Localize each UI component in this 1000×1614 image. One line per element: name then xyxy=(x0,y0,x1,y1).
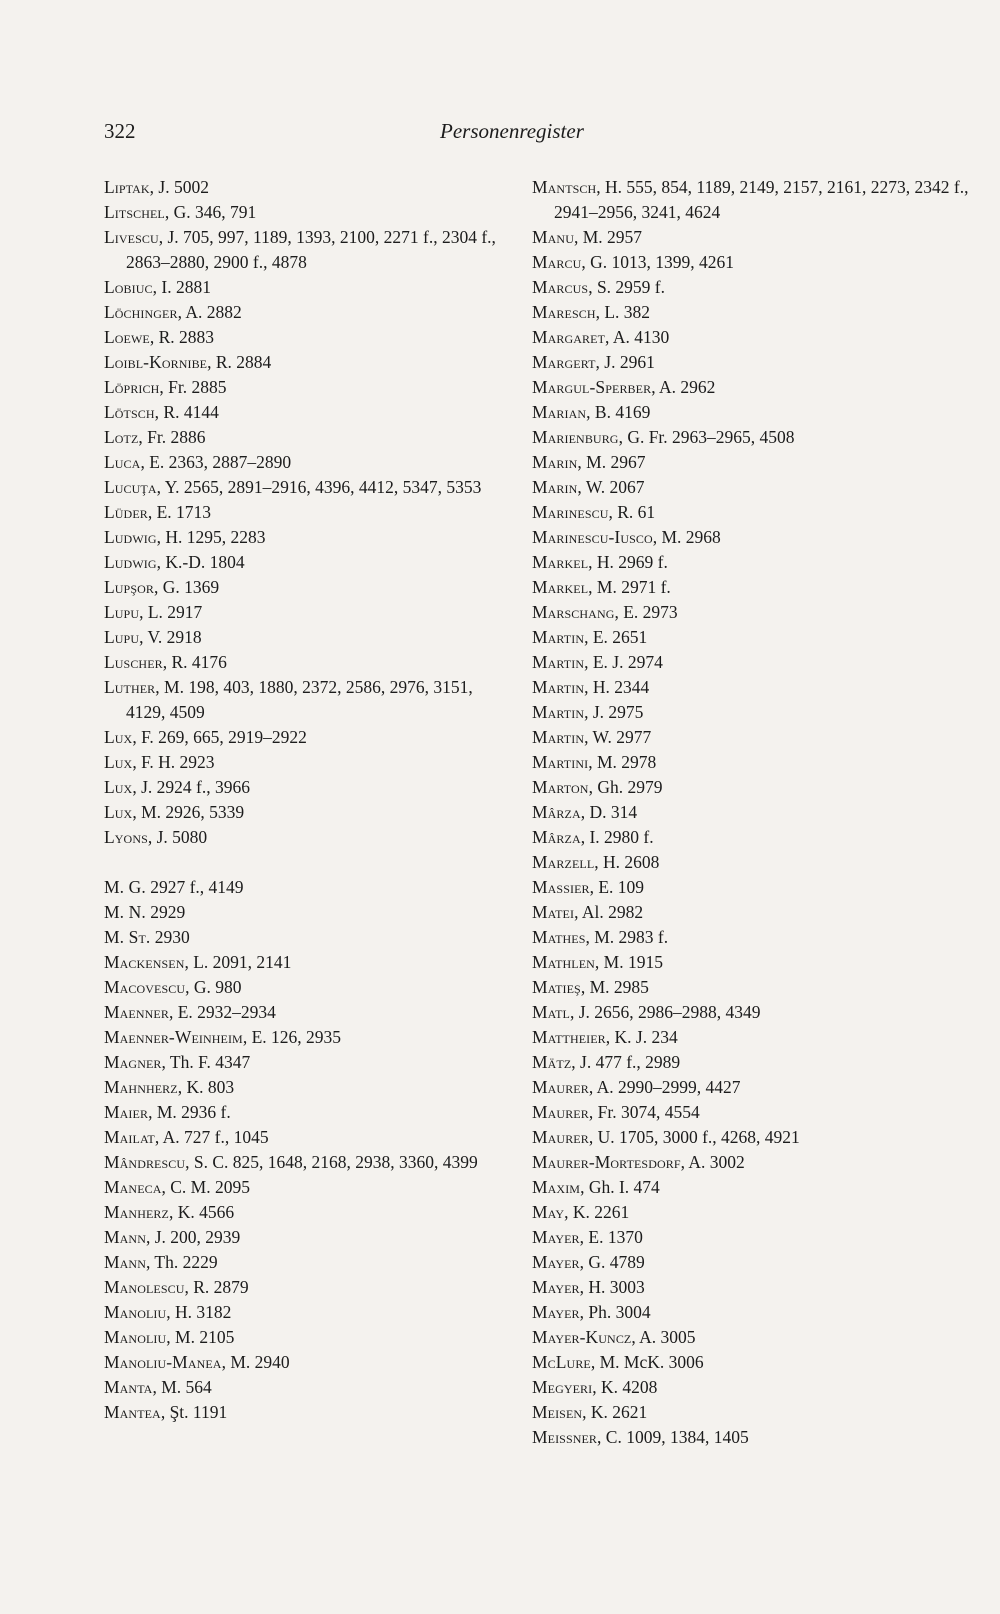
entry-name: Martin xyxy=(532,677,585,697)
entry-name: Maurer xyxy=(532,1102,589,1122)
entry-references: , R. 4144 xyxy=(154,402,219,422)
index-entry xyxy=(104,575,504,600)
entry-name: Manoliu xyxy=(104,1302,167,1322)
index-entry xyxy=(104,375,504,400)
entry-name: Meissner xyxy=(532,1427,598,1447)
entry-name: Martini xyxy=(532,752,589,772)
entry-name: Manta xyxy=(104,1377,153,1397)
entry-name: May xyxy=(532,1202,565,1222)
entry-name: Megyeri xyxy=(532,1377,593,1397)
entry-name: Marin xyxy=(532,452,578,472)
entry-name: Löprich xyxy=(104,377,160,397)
entry-references: , H. 3182 xyxy=(166,1302,232,1322)
index-entry xyxy=(532,1125,972,1150)
entry-references: , H. 555, 854, 1189, 2149, 2157, 2161, 2273, 2342 f., 2941–2956, 3241, 4624 xyxy=(554,177,969,222)
entry-references: 2929 xyxy=(145,902,186,922)
entry-references: , M. 2105 xyxy=(166,1327,235,1347)
index-entry xyxy=(532,275,972,300)
index-entry xyxy=(532,450,972,475)
entry-references: , E. J. 2974 xyxy=(584,652,663,672)
entry-name: Lotz xyxy=(104,427,139,447)
index-entry xyxy=(104,1375,504,1400)
index-entry xyxy=(104,900,504,925)
index-entry xyxy=(532,900,972,925)
entry-references: , J. 2975 xyxy=(584,702,644,722)
index-entry xyxy=(532,475,972,500)
index-entry xyxy=(104,300,504,325)
entry-references: , V. 2918 xyxy=(139,627,202,647)
entry-references: , L. 382 xyxy=(595,302,651,322)
entry-references: , Fr. 3074, 4554 xyxy=(588,1102,700,1122)
index-entry xyxy=(532,500,972,525)
entry-name: Mackensen xyxy=(104,952,185,972)
index-entry xyxy=(532,650,972,675)
entry-name: Matei xyxy=(532,902,575,922)
entry-name: Lupu xyxy=(104,602,140,622)
index-entry xyxy=(104,275,504,300)
index-entry xyxy=(104,550,504,575)
index-entry xyxy=(532,1075,972,1100)
index-entry xyxy=(532,1275,972,1300)
index-entry xyxy=(532,225,972,250)
index-entry xyxy=(104,875,504,900)
entry-name: Marzell xyxy=(532,852,595,872)
entry-name: Loewe xyxy=(104,327,150,347)
entry-references: , M. 2926, 5339 xyxy=(132,802,245,822)
index-entry xyxy=(532,1400,972,1425)
index-entry xyxy=(532,725,972,750)
entry-name: M. G. xyxy=(104,877,146,897)
entry-references: , K.-D. 1804 xyxy=(156,552,245,572)
entry-references: , E. 2973 xyxy=(614,602,678,622)
index-entry xyxy=(104,1400,504,1425)
entry-name: Margaret xyxy=(532,327,606,347)
index-entry xyxy=(532,950,972,975)
entry-references: , Y. 2565, 2891–2916, 4396, 4412, 5347, 5353 xyxy=(156,477,482,497)
entry-name: Mârza xyxy=(532,802,581,822)
entry-references: , R. 61 xyxy=(608,502,656,522)
index-entry xyxy=(104,1125,504,1150)
index-entry xyxy=(104,1200,504,1225)
entry-references: , F. H. 2923 xyxy=(132,752,215,772)
entry-references: , K. J. 234 xyxy=(605,1027,678,1047)
entry-references: 2930 xyxy=(150,927,190,947)
index-entry xyxy=(104,925,504,950)
index-entry xyxy=(104,200,504,225)
entry-name: Liptak xyxy=(104,177,150,197)
entry-references: , L. 2917 xyxy=(139,602,203,622)
entry-references: , J. 2924 f., 3966 xyxy=(132,777,250,797)
entry-references: , F. 269, 665, 2919–2922 xyxy=(132,727,307,747)
entry-name: Marienburg xyxy=(532,427,619,447)
entry-references: , J. 2961 xyxy=(595,352,655,372)
index-entry xyxy=(104,1175,504,1200)
entry-name: Markel xyxy=(532,577,589,597)
index-entry xyxy=(104,325,504,350)
index-entry xyxy=(532,750,972,775)
index-entry xyxy=(104,1100,504,1125)
entry-references: , M. 2957 xyxy=(573,227,643,247)
entry-references: , M. McK. 3006 xyxy=(590,1352,704,1372)
index-entry xyxy=(104,800,504,825)
entry-name: Lüder xyxy=(104,502,148,522)
index-entry xyxy=(104,1325,504,1350)
entry-name: Manolescu xyxy=(104,1277,185,1297)
index-entry xyxy=(104,750,504,775)
entry-name: Maenner xyxy=(104,1002,169,1022)
entry-references: , C. M. 2095 xyxy=(161,1177,250,1197)
index-entry xyxy=(532,925,972,950)
index-entry xyxy=(104,1150,504,1175)
entry-references: , J. 2656, 2986–2988, 4349 xyxy=(569,1002,761,1022)
entry-name: Martin xyxy=(532,727,585,747)
entry-references: , A. 2962 xyxy=(651,377,716,397)
entry-references: , Fr. 2886 xyxy=(138,427,206,447)
entry-name: Mahnherz xyxy=(104,1077,178,1097)
index-entry xyxy=(104,525,504,550)
index-entry xyxy=(104,725,504,750)
entry-name: Marcus xyxy=(532,277,589,297)
entry-references: , D. 314 xyxy=(580,802,638,822)
entry-references: , K. 4208 xyxy=(592,1377,658,1397)
entry-name: Manu xyxy=(532,227,574,247)
entry-name: McLure xyxy=(532,1352,591,1372)
entry-references: , G. 980 xyxy=(185,977,242,997)
index-entry xyxy=(104,600,504,625)
index-entry xyxy=(104,675,504,725)
entry-name: Manherz xyxy=(104,1202,169,1222)
index-entry xyxy=(532,975,972,1000)
entry-name: Maurer xyxy=(532,1127,589,1147)
index-entry xyxy=(532,800,972,825)
entry-name: Marton xyxy=(532,777,589,797)
index-entry xyxy=(532,1050,972,1075)
index-entry xyxy=(532,1325,972,1350)
entry-references: , E. 2651 xyxy=(584,627,648,647)
entry-references: , K. 2621 xyxy=(582,1402,648,1422)
index-entry xyxy=(104,475,504,500)
entry-references: , M. 2936 f. xyxy=(148,1102,231,1122)
index-entry xyxy=(104,775,504,800)
index-entry xyxy=(532,400,972,425)
entry-references: , G. 1013, 1399, 4261 xyxy=(581,252,735,272)
entry-name: Lux xyxy=(104,752,133,772)
index-entry xyxy=(532,1250,972,1275)
entry-references: , M. 2967 xyxy=(577,452,646,472)
entry-name: Livescu xyxy=(104,227,159,247)
index-entry xyxy=(532,1100,972,1125)
entry-name: Lötsch xyxy=(104,402,155,422)
index-entry xyxy=(104,1225,504,1250)
index-entry xyxy=(532,825,972,850)
entry-name: Marian xyxy=(532,402,587,422)
entry-name: Mann xyxy=(104,1252,146,1272)
index-entry xyxy=(104,950,504,975)
entry-references: , C. 1009, 1384, 1405 xyxy=(597,1427,749,1447)
index-entry xyxy=(532,575,972,600)
entry-name: Manoliu xyxy=(104,1327,167,1347)
index-entry xyxy=(104,350,504,375)
entry-name: Lux xyxy=(104,777,133,797)
entry-name: Lupu xyxy=(104,627,140,647)
entry-name: Marcu xyxy=(532,252,582,272)
entry-name: Martin xyxy=(532,702,585,722)
index-entry xyxy=(104,450,504,475)
entry-name: Marinescu xyxy=(532,502,609,522)
index-entry xyxy=(532,525,972,550)
index-entry xyxy=(532,300,972,325)
entry-references: , Gh. I. 474 xyxy=(580,1177,660,1197)
entry-references: 2927 f., 4149 xyxy=(145,877,244,897)
index-entry xyxy=(532,325,972,350)
entry-references: , E. 126, 2935 xyxy=(242,1027,342,1047)
entry-references: , M. 2983 f. xyxy=(585,927,669,947)
entry-references: , H. 2969 f. xyxy=(588,552,668,572)
index-entry xyxy=(532,1175,972,1200)
entry-name: Maurer-Mortesdorf xyxy=(532,1152,681,1172)
entry-references: , M. 198, 403, 1880, 2372, 2586, 2976, 3151, 4129, 4509 xyxy=(126,677,473,722)
entry-name: Magner xyxy=(104,1052,162,1072)
entry-references: , M. 2968 xyxy=(652,527,721,547)
entry-references: , J. 705, 997, 1189, 1393, 2100, 2271 f., 2304 f., 2863–2880, 2900 f., 4878 xyxy=(126,227,496,272)
entry-references: , Fr. 2885 xyxy=(159,377,227,397)
entry-references: , Th. F. 4347 xyxy=(161,1052,251,1072)
index-entry xyxy=(104,1000,504,1025)
index-entry xyxy=(532,1225,972,1250)
entry-references: , A. 3005 xyxy=(631,1327,696,1347)
entry-references: , M. 564 xyxy=(152,1377,212,1397)
entry-name: Litschel xyxy=(104,202,165,222)
index-column-left xyxy=(104,175,504,1425)
entry-name: Lucuţa xyxy=(104,477,157,497)
index-entry xyxy=(104,650,504,675)
entry-name: Mantea xyxy=(104,1402,161,1422)
entry-name: Maxim xyxy=(532,1177,581,1197)
entry-references: , E. 2363, 2887–2890 xyxy=(140,452,292,472)
entry-references: , M. 1915 xyxy=(594,952,663,972)
index-entry xyxy=(532,175,972,225)
index-entry xyxy=(532,775,972,800)
entry-name: Luscher xyxy=(104,652,163,672)
entry-name: Luca xyxy=(104,452,141,472)
entry-references: , E. 1713 xyxy=(147,502,212,522)
entry-references: , S. 2959 f. xyxy=(588,277,665,297)
entry-name: Maier xyxy=(104,1102,149,1122)
index-entry xyxy=(104,225,504,275)
entry-name: Manoliu-Manea xyxy=(104,1352,222,1372)
entry-name: Mândrescu xyxy=(104,1152,186,1172)
entry-name: Mayer-Kuncz xyxy=(532,1327,632,1347)
index-entry xyxy=(104,1025,504,1050)
entry-name: Mathes xyxy=(532,927,586,947)
index-entry xyxy=(532,1025,972,1050)
entry-name: Margert xyxy=(532,352,596,372)
entry-references: , Gh. 2979 xyxy=(588,777,663,797)
index-entry xyxy=(104,1350,504,1375)
entry-name: Löchinger xyxy=(104,302,178,322)
entry-name: Lupşor xyxy=(104,577,154,597)
index-entry xyxy=(104,1075,504,1100)
entry-references: , A. 3002 xyxy=(680,1152,745,1172)
entry-references: , J. 477 f., 2989 xyxy=(571,1052,681,1072)
index-entry xyxy=(104,1250,504,1275)
entry-references: , I. 2980 f. xyxy=(580,827,654,847)
page-number: 322 xyxy=(104,119,136,143)
entry-name: Loibl-Kornibe xyxy=(104,352,208,372)
entry-name: Mailat xyxy=(104,1127,155,1147)
entry-name: Macovescu xyxy=(104,977,186,997)
entry-name: Mayer xyxy=(532,1302,580,1322)
entry-references: , A. 4130 xyxy=(605,327,670,347)
entry-references: , W. 2977 xyxy=(584,727,652,747)
index-entry xyxy=(532,1200,972,1225)
entry-name: Ludwig xyxy=(104,527,157,547)
entry-name: M. St. xyxy=(104,927,151,947)
index-entry xyxy=(532,1350,972,1375)
index-entry xyxy=(104,400,504,425)
entry-name: Mätz xyxy=(532,1052,572,1072)
entry-references: , M. 2971 f. xyxy=(588,577,671,597)
entry-references: , K. 803 xyxy=(177,1077,235,1097)
entry-name: Margul-Sperber xyxy=(532,377,652,397)
entry-name: Luther xyxy=(104,677,156,697)
entry-references: , S. C. 825, 1648, 2168, 2938, 3360, 4399 xyxy=(185,1152,478,1172)
entry-name: Mayer xyxy=(532,1277,580,1297)
entry-name: Markel xyxy=(532,552,589,572)
entry-references: , E. 1370 xyxy=(579,1227,643,1247)
entry-references: , Şt. 1191 xyxy=(160,1402,228,1422)
index-entry xyxy=(532,1425,972,1450)
index-entry xyxy=(104,1275,504,1300)
entry-references: , A. 727 f., 1045 xyxy=(154,1127,269,1147)
entry-name: Massier xyxy=(532,877,590,897)
index-entry xyxy=(532,1300,972,1325)
entry-name: Marschang xyxy=(532,602,615,622)
entry-name: Marin xyxy=(532,477,578,497)
page-header xyxy=(104,119,600,153)
entry-references: , R. 2883 xyxy=(149,327,215,347)
entry-references: , J. 5002 xyxy=(149,177,209,197)
entry-name: Maurer xyxy=(532,1077,589,1097)
entry-references: , Ph. 3004 xyxy=(579,1302,651,1322)
entry-references: , R. 2879 xyxy=(184,1277,249,1297)
entry-name: Lux xyxy=(104,727,133,747)
entry-references: , H. 1295, 2283 xyxy=(156,527,266,547)
entry-references: , G. 346, 791 xyxy=(164,202,257,222)
entry-name: Meisen xyxy=(532,1402,583,1422)
entry-references: , M. 2978 xyxy=(588,752,657,772)
entry-name: Mantsch xyxy=(532,177,597,197)
index-entry xyxy=(532,350,972,375)
index-entry xyxy=(104,1050,504,1075)
entry-references: , M. 2985 xyxy=(580,977,649,997)
entry-references: , L. 2091, 2141 xyxy=(184,952,292,972)
entry-name: Matl xyxy=(532,1002,570,1022)
entry-name: Maresch xyxy=(532,302,596,322)
entry-name: Lobiuc xyxy=(104,277,153,297)
index-entry xyxy=(104,425,504,450)
index-entry xyxy=(104,175,504,200)
entry-name: Maneca xyxy=(104,1177,162,1197)
entry-references: , H. 2608 xyxy=(594,852,660,872)
entry-references: , M. 2940 xyxy=(221,1352,290,1372)
entry-name: Marinescu-Iusco xyxy=(532,527,653,547)
entry-name: Martin xyxy=(532,652,585,672)
index-entry xyxy=(104,975,504,1000)
index-entry xyxy=(532,625,972,650)
index-entry xyxy=(532,700,972,725)
entry-name: Mattheier xyxy=(532,1027,606,1047)
entry-name: Ludwig xyxy=(104,552,157,572)
entry-name: Lyons xyxy=(104,827,148,847)
entry-references: , E. 2932–2934 xyxy=(168,1002,276,1022)
entry-references: , J. 200, 2939 xyxy=(145,1227,241,1247)
entry-name: Mann xyxy=(104,1227,146,1247)
entry-references: , A. 2882 xyxy=(177,302,242,322)
index-entry xyxy=(532,250,972,275)
index-entry xyxy=(532,1375,972,1400)
index-entry xyxy=(532,675,972,700)
entry-name: Mathlen xyxy=(532,952,595,972)
entry-references: , I. 2881 xyxy=(152,277,211,297)
entry-name: Matieş xyxy=(532,977,581,997)
entry-name: Mayer xyxy=(532,1252,580,1272)
index-entry xyxy=(532,425,972,450)
index-entry xyxy=(532,875,972,900)
entry-references: , E. 109 xyxy=(589,877,645,897)
entry-references: , H. 2344 xyxy=(584,677,650,697)
index-entry xyxy=(532,550,972,575)
entry-references: , G. 4789 xyxy=(579,1252,645,1272)
entry-references: , H. 3003 xyxy=(579,1277,645,1297)
entry-name: Mayer xyxy=(532,1227,580,1247)
entry-references: , U. 1705, 3000 f., 4268, 4921 xyxy=(588,1127,800,1147)
index-column-right xyxy=(532,175,972,1450)
entry-references: , R. 4176 xyxy=(162,652,227,672)
entry-references: , J. 5080 xyxy=(147,827,208,847)
index-entry xyxy=(532,375,972,400)
entry-name: Mârza xyxy=(532,827,581,847)
entry-references: , W. 2067 xyxy=(577,477,645,497)
index-entry xyxy=(532,1000,972,1025)
index-entry xyxy=(104,1300,504,1325)
entry-references: , K. 2261 xyxy=(564,1202,630,1222)
entry-references: , G. 1369 xyxy=(153,577,220,597)
entry-references: , B. 4169 xyxy=(586,402,651,422)
entry-name: Martin xyxy=(532,627,585,647)
index-entry xyxy=(104,500,504,525)
entry-references: , A. 2990–2999, 4427 xyxy=(588,1077,741,1097)
index-entry xyxy=(532,850,972,875)
entry-name: Maenner-Weinheim xyxy=(104,1027,243,1047)
index-entry xyxy=(104,625,504,650)
index-entry xyxy=(104,825,504,850)
entry-name: M. N. xyxy=(104,902,146,922)
entry-references: , R. 2884 xyxy=(207,352,272,372)
entry-references: , K. 4566 xyxy=(168,1202,235,1222)
index-entry xyxy=(532,1150,972,1175)
entry-references: , Th. 2229 xyxy=(145,1252,218,1272)
running-title: Personenregister xyxy=(440,119,584,143)
entry-name: Lux xyxy=(104,802,133,822)
index-entry xyxy=(532,600,972,625)
entry-references: , Al. 2982 xyxy=(574,902,644,922)
entry-references: , G. Fr. 2963–2965, 4508 xyxy=(618,427,795,447)
